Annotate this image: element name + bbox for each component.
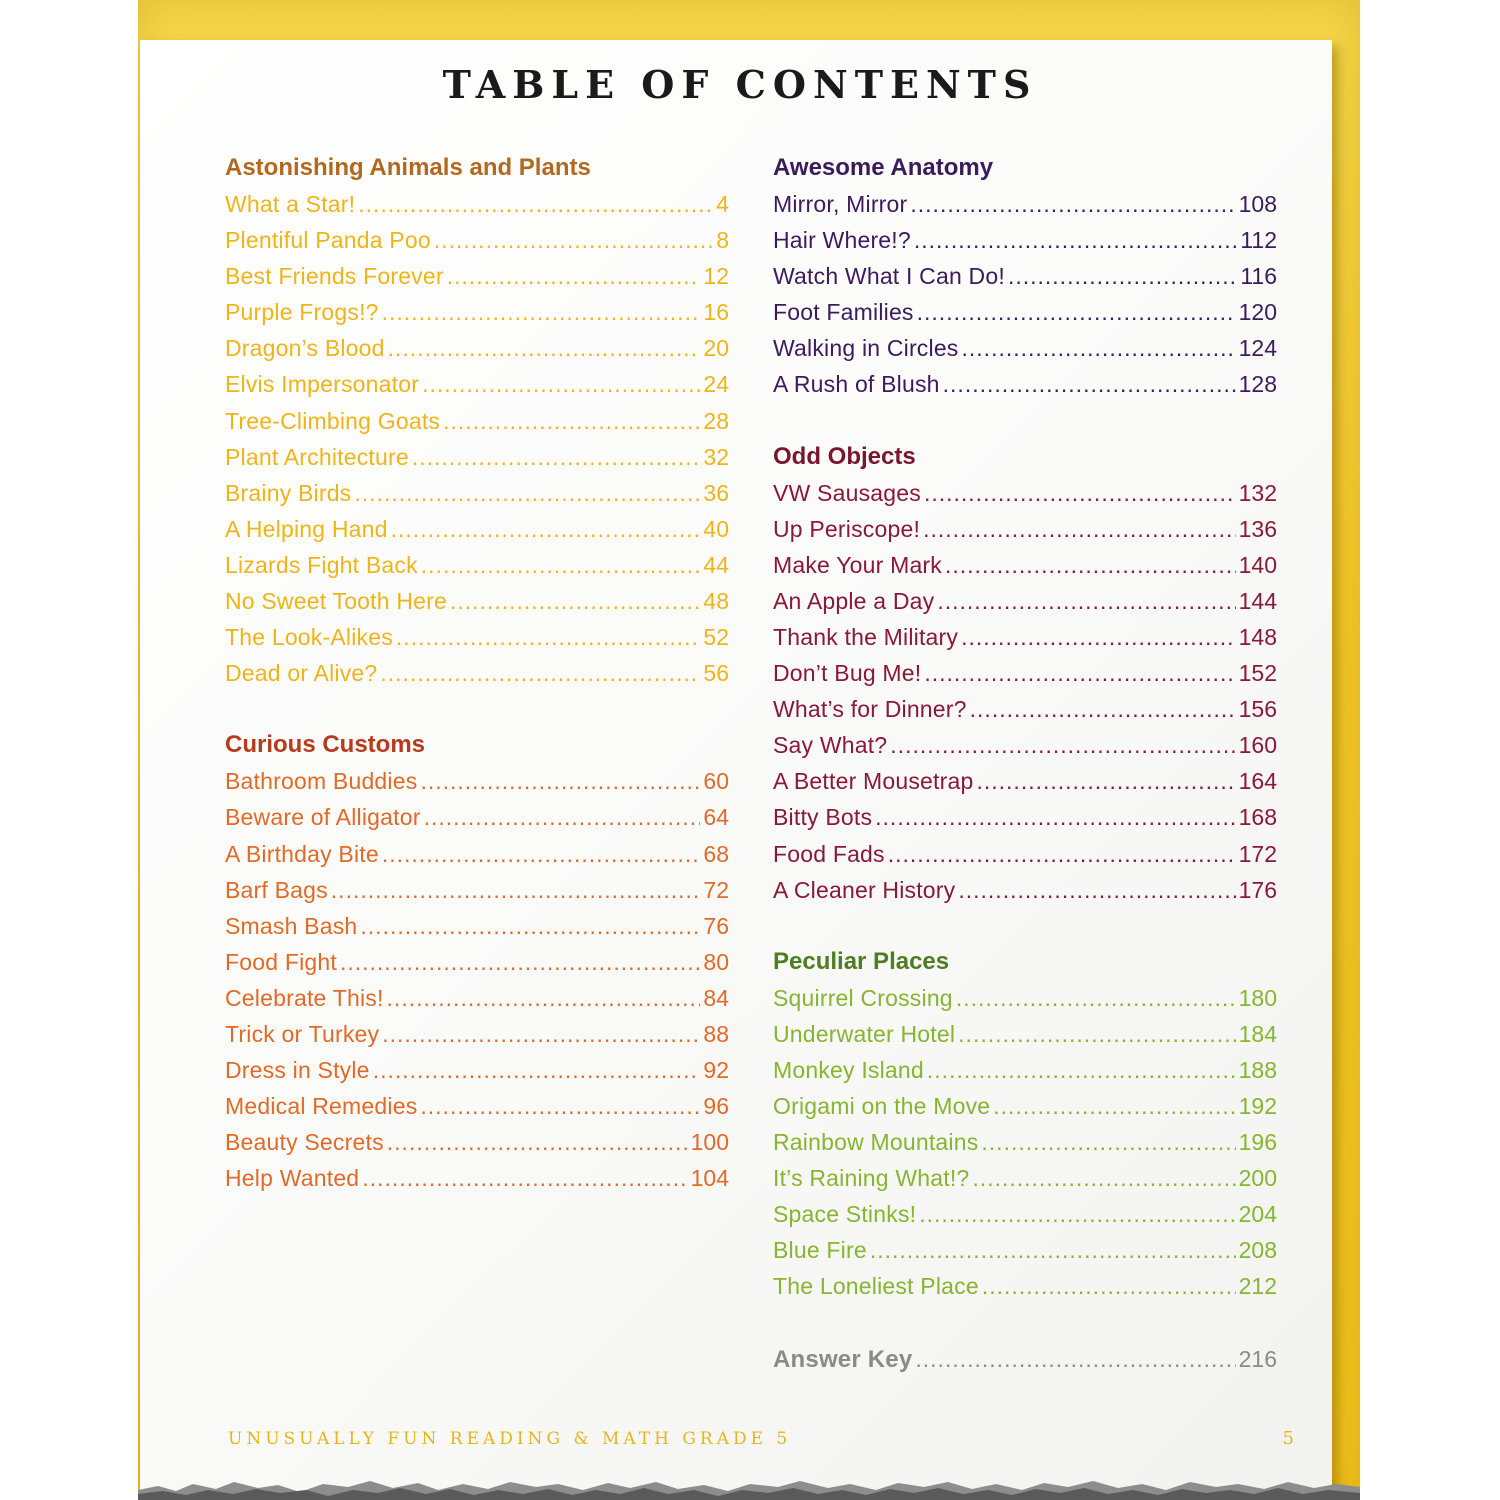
dot-leader bbox=[340, 944, 700, 980]
entry-page-number: 20 bbox=[703, 335, 729, 362]
dot-leader bbox=[970, 691, 1236, 727]
entry-title: What’s for Dinner? bbox=[773, 696, 967, 723]
entry-page-number: 128 bbox=[1238, 371, 1277, 398]
toc-entry[interactable] bbox=[773, 1016, 1277, 1052]
toc-entry[interactable] bbox=[225, 944, 729, 980]
dot-leader bbox=[412, 439, 701, 475]
toc-entry[interactable] bbox=[773, 763, 1277, 799]
entry-page-number: 144 bbox=[1238, 587, 1277, 614]
entry-title: Beware of Alligator bbox=[225, 804, 421, 831]
dot-leader bbox=[917, 294, 1236, 330]
entry-title: Trick or Turkey bbox=[225, 1020, 380, 1047]
entry-page-number: 192 bbox=[1238, 1092, 1277, 1119]
entry-page-number: 180 bbox=[1238, 984, 1277, 1011]
entry-page-number: 204 bbox=[1238, 1201, 1277, 1228]
toc-section bbox=[773, 150, 1277, 403]
entry-page-number: 92 bbox=[703, 1057, 729, 1084]
entry-page-number: 100 bbox=[690, 1129, 729, 1156]
entry-page-number: 96 bbox=[703, 1093, 729, 1120]
dot-leader bbox=[982, 1268, 1236, 1304]
entry-page-number: 136 bbox=[1238, 515, 1277, 542]
dot-leader bbox=[919, 1196, 1235, 1232]
toc-entry[interactable] bbox=[773, 619, 1277, 655]
entry-page-number: 200 bbox=[1238, 1165, 1277, 1192]
entry-page-number: 60 bbox=[703, 768, 729, 795]
toc-entry[interactable] bbox=[225, 511, 729, 547]
entry-page-number: 32 bbox=[703, 443, 729, 470]
toc-entry[interactable] bbox=[773, 980, 1277, 1016]
entry-title: A Birthday Bite bbox=[225, 840, 379, 867]
answer-key-page-number: 216 bbox=[1238, 1345, 1277, 1372]
entry-page-number: 208 bbox=[1238, 1237, 1277, 1264]
dot-leader bbox=[358, 186, 713, 222]
section-heading: Curious Customs bbox=[225, 731, 426, 759]
entry-title: Dragon’s Blood bbox=[225, 335, 385, 362]
entry-page-number: 80 bbox=[703, 948, 729, 975]
toc-entry[interactable] bbox=[225, 475, 729, 511]
entry-page-number: 48 bbox=[703, 588, 729, 615]
entry-page-number: 176 bbox=[1238, 876, 1277, 903]
toc-entry[interactable] bbox=[225, 872, 729, 908]
dot-leader bbox=[396, 619, 700, 655]
entry-title: Help Wanted bbox=[225, 1165, 360, 1192]
entry-title: Plant Architecture bbox=[225, 443, 409, 470]
footer-book-title: UNUSUALLY FUN READING & MATH GRADE 5 bbox=[228, 1429, 792, 1449]
entry-title: Watch What I Can Do! bbox=[773, 263, 1005, 290]
toc-entry[interactable] bbox=[225, 222, 729, 258]
toc-entry[interactable] bbox=[773, 583, 1277, 619]
entry-page-number: 168 bbox=[1238, 804, 1277, 831]
toc-entry[interactable] bbox=[225, 403, 729, 439]
entry-title: Food Fads bbox=[773, 840, 885, 867]
entry-title: Monkey Island bbox=[773, 1056, 924, 1083]
entry-page-number: 88 bbox=[703, 1020, 729, 1047]
toc-entry[interactable] bbox=[225, 1016, 729, 1052]
entry-title: Make Your Mark bbox=[773, 551, 942, 578]
dot-leader bbox=[945, 547, 1236, 583]
entry-title: VW Sausages bbox=[773, 479, 921, 506]
entry-title: Origami on the Move bbox=[773, 1092, 991, 1119]
dot-leader bbox=[888, 836, 1236, 872]
entry-title: What a Star! bbox=[225, 191, 356, 217]
entry-page-number: 120 bbox=[1238, 299, 1277, 326]
entry-title: Bitty Bots bbox=[773, 804, 873, 831]
entry-title: Rainbow Mountains bbox=[773, 1129, 979, 1156]
entry-title: Lizards Fight Back bbox=[225, 551, 418, 578]
dot-leader bbox=[331, 872, 701, 908]
entry-page-number: 108 bbox=[1238, 191, 1277, 217]
entry-page-number: 12 bbox=[703, 263, 729, 290]
entry-page-number: 36 bbox=[703, 479, 729, 506]
dot-leader bbox=[391, 511, 701, 547]
dot-leader bbox=[927, 1052, 1236, 1088]
toc-entry[interactable] bbox=[773, 222, 1277, 258]
entry-page-number: 16 bbox=[703, 299, 729, 326]
dot-leader bbox=[443, 403, 700, 439]
dot-leader bbox=[434, 222, 713, 258]
entry-page-number: 164 bbox=[1238, 768, 1277, 795]
toc-entry[interactable] bbox=[225, 294, 729, 330]
entry-page-number: 140 bbox=[1238, 551, 1277, 578]
entry-page-number: 184 bbox=[1238, 1020, 1277, 1047]
entry-title: Thank the Military bbox=[773, 623, 959, 650]
entry-page-number: 160 bbox=[1238, 732, 1277, 759]
toc-entry[interactable] bbox=[225, 583, 729, 619]
entry-title: Medical Remedies bbox=[225, 1093, 418, 1120]
dot-leader bbox=[890, 727, 1235, 763]
entry-page-number: 76 bbox=[703, 912, 729, 939]
entry-page-number: 188 bbox=[1238, 1056, 1277, 1083]
entry-page-number: 56 bbox=[703, 660, 729, 687]
toc-entry[interactable] bbox=[773, 366, 1277, 402]
dot-leader bbox=[382, 1016, 700, 1052]
toc-right-column bbox=[773, 150, 1277, 1377]
dot-leader bbox=[924, 475, 1236, 511]
toc-entry[interactable] bbox=[773, 330, 1277, 366]
entry-page-number: 52 bbox=[703, 624, 729, 651]
dot-leader bbox=[422, 366, 700, 402]
section-heading: Astonishing Animals and Plants bbox=[225, 154, 591, 181]
toc-entry[interactable] bbox=[225, 836, 729, 872]
entry-title: Don’t Bug Me! bbox=[773, 660, 922, 687]
entry-title: Mirror, Mirror bbox=[773, 191, 908, 217]
answer-key-entry[interactable] bbox=[773, 1341, 1277, 1377]
entry-title: Purple Frogs!? bbox=[225, 299, 379, 326]
entry-page-number: 112 bbox=[1240, 227, 1277, 254]
entry-page-number: 124 bbox=[1238, 335, 1277, 362]
toc-entry[interactable] bbox=[773, 872, 1277, 908]
dot-leader bbox=[972, 1160, 1235, 1196]
toc-entry[interactable] bbox=[773, 691, 1277, 727]
section-heading: Awesome Anatomy bbox=[773, 154, 994, 181]
entry-page-number: 212 bbox=[1238, 1273, 1277, 1300]
toc-entry[interactable] bbox=[225, 258, 729, 294]
dot-leader bbox=[420, 1088, 700, 1124]
entry-page-number: 116 bbox=[1240, 263, 1277, 290]
dot-leader bbox=[914, 222, 1237, 258]
toc-entry[interactable] bbox=[773, 475, 1277, 511]
entry-title: Barf Bags bbox=[225, 876, 328, 903]
dot-leader bbox=[421, 547, 701, 583]
entry-page-number: 4 bbox=[716, 191, 729, 217]
dot-leader bbox=[962, 330, 1236, 366]
entry-title: Squirrel Crossing bbox=[773, 984, 953, 1011]
toc-entry[interactable] bbox=[225, 186, 729, 222]
dot-leader bbox=[943, 366, 1236, 402]
entry-page-number: 44 bbox=[703, 551, 729, 578]
dot-leader bbox=[388, 330, 701, 366]
entry-title: The Loneliest Place bbox=[773, 1273, 979, 1300]
dot-leader bbox=[958, 872, 1235, 908]
dot-leader bbox=[993, 1088, 1235, 1124]
entry-title: Plentiful Panda Poo bbox=[225, 227, 431, 254]
page-title: TABLE OF CONTENTS bbox=[442, 62, 1038, 107]
toc-section bbox=[225, 150, 729, 691]
entry-title: A Helping Hand bbox=[225, 515, 388, 542]
entry-page-number: 64 bbox=[703, 804, 729, 831]
toc-entry[interactable] bbox=[225, 1052, 729, 1088]
toc-section bbox=[773, 439, 1277, 908]
toc-entry[interactable] bbox=[773, 836, 1277, 872]
toc-entry[interactable] bbox=[225, 763, 729, 799]
entry-page-number: 40 bbox=[703, 515, 729, 542]
entry-title: The Look-Alikes bbox=[225, 624, 393, 651]
entry-title: Up Periscope! bbox=[773, 515, 921, 542]
entry-page-number: 72 bbox=[703, 876, 729, 903]
toc-entry[interactable] bbox=[225, 1124, 729, 1160]
toc-entry[interactable] bbox=[773, 727, 1277, 763]
entry-title: A Rush of Blush bbox=[773, 371, 940, 398]
entry-title: Tree-Climbing Goats bbox=[225, 407, 441, 434]
toc-entry[interactable] bbox=[225, 799, 729, 835]
toc-entry[interactable] bbox=[773, 1268, 1277, 1304]
toc-entry[interactable] bbox=[773, 294, 1277, 330]
toc-entry[interactable] bbox=[773, 186, 1277, 222]
entry-title: Foot Families bbox=[773, 299, 914, 326]
dot-leader bbox=[420, 763, 700, 799]
entry-title: Smash Bash bbox=[225, 912, 358, 939]
entry-page-number: 104 bbox=[690, 1165, 729, 1192]
entry-title: Hair Where!? bbox=[773, 227, 911, 254]
entry-title: Dress in Style bbox=[225, 1057, 370, 1084]
dot-leader bbox=[937, 583, 1235, 619]
dot-leader bbox=[870, 1232, 1236, 1268]
dot-leader bbox=[387, 980, 701, 1016]
dot-leader bbox=[976, 763, 1235, 799]
toc-entry[interactable] bbox=[225, 547, 729, 583]
dot-leader bbox=[961, 619, 1236, 655]
dot-leader bbox=[956, 980, 1236, 1016]
dot-leader bbox=[910, 186, 1235, 222]
dot-leader bbox=[354, 475, 700, 511]
entry-title: Blue Fire bbox=[773, 1237, 867, 1264]
entry-title: Celebrate This! bbox=[225, 984, 384, 1011]
dot-leader bbox=[450, 583, 700, 619]
dot-leader bbox=[958, 1016, 1235, 1052]
dot-leader bbox=[387, 1124, 688, 1160]
entry-title: Bathroom Buddies bbox=[225, 768, 418, 795]
dot-leader bbox=[360, 908, 700, 944]
entry-page-number: 172 bbox=[1238, 840, 1277, 867]
entry-title: Walking in Circles bbox=[773, 335, 959, 362]
answer-key-title: Answer Key bbox=[773, 1345, 913, 1373]
toc-section bbox=[773, 944, 1277, 1305]
entry-page-number: 196 bbox=[1238, 1129, 1277, 1156]
entry-title: No Sweet Tooth Here bbox=[225, 588, 447, 615]
dot-leader bbox=[981, 1124, 1235, 1160]
toc-entry[interactable] bbox=[773, 1124, 1277, 1160]
entry-page-number: 68 bbox=[703, 840, 729, 867]
entry-title: A Cleaner History bbox=[773, 876, 956, 903]
entry-page-number: 152 bbox=[1238, 660, 1277, 687]
toc-entry[interactable] bbox=[773, 799, 1277, 835]
toc-entry[interactable] bbox=[225, 366, 729, 402]
toc-entry[interactable] bbox=[225, 908, 729, 944]
entry-title: Space Stinks! bbox=[773, 1201, 917, 1228]
toc-entry[interactable] bbox=[225, 439, 729, 475]
section-heading: Peculiar Places bbox=[773, 947, 950, 975]
entry-title: A Better Mousetrap bbox=[773, 768, 974, 795]
entry-title: Elvis Impersonator bbox=[225, 371, 420, 398]
entry-page-number: 156 bbox=[1238, 696, 1277, 723]
toc-left-column bbox=[225, 150, 729, 1232]
dot-leader bbox=[447, 258, 701, 294]
toc-entry[interactable] bbox=[225, 1088, 729, 1124]
entry-title: Underwater Hotel bbox=[773, 1020, 956, 1047]
toc-entry[interactable] bbox=[773, 547, 1277, 583]
entry-title: Best Friends Forever bbox=[225, 263, 444, 290]
entry-title: Dead or Alive? bbox=[225, 660, 378, 687]
toc-entry[interactable] bbox=[773, 1232, 1277, 1268]
dot-leader bbox=[923, 511, 1236, 547]
entry-page-number: 28 bbox=[703, 407, 729, 434]
entry-page-number: 132 bbox=[1238, 479, 1277, 506]
toc-entry[interactable] bbox=[773, 1052, 1277, 1088]
entry-page-number: 24 bbox=[703, 371, 729, 398]
toc-entry[interactable] bbox=[773, 511, 1277, 547]
toc-entry[interactable] bbox=[773, 258, 1277, 294]
entry-title: Food Fight bbox=[225, 948, 337, 975]
toc-entry[interactable] bbox=[773, 1088, 1277, 1124]
toc-entry[interactable] bbox=[225, 1160, 729, 1196]
toc-entry[interactable] bbox=[225, 980, 729, 1016]
dot-leader bbox=[875, 799, 1235, 835]
dot-leader bbox=[1008, 258, 1237, 294]
section-heading: Odd Objects bbox=[773, 442, 916, 470]
toc-entry[interactable] bbox=[225, 619, 729, 655]
entry-title: Say What? bbox=[773, 732, 888, 759]
entry-title: An Apple a Day bbox=[773, 587, 935, 614]
entry-title: Brainy Birds bbox=[225, 479, 352, 506]
dot-leader bbox=[380, 655, 700, 691]
footer-page-number: 5 bbox=[1282, 1428, 1294, 1449]
dot-leader bbox=[382, 294, 701, 330]
entry-page-number: 8 bbox=[716, 227, 729, 254]
entry-title: It’s Raining What!? bbox=[773, 1165, 970, 1192]
dot-leader bbox=[924, 655, 1235, 691]
toc-entry[interactable] bbox=[225, 655, 729, 691]
dot-leader bbox=[382, 836, 701, 872]
dot-leader bbox=[424, 799, 701, 835]
toc-section bbox=[225, 727, 729, 1196]
entry-page-number: 84 bbox=[703, 984, 729, 1011]
dot-leader bbox=[915, 1341, 1235, 1377]
entry-page-number: 148 bbox=[1238, 623, 1277, 650]
toc-entry[interactable] bbox=[773, 1196, 1277, 1232]
toc-entry[interactable] bbox=[225, 330, 729, 366]
entry-title: Beauty Secrets bbox=[225, 1129, 384, 1156]
toc-entry[interactable] bbox=[773, 1160, 1277, 1196]
dot-leader bbox=[373, 1052, 701, 1088]
torn-paper-edge bbox=[138, 1460, 1360, 1500]
dot-leader bbox=[362, 1160, 687, 1196]
toc-entry[interactable] bbox=[773, 655, 1277, 691]
